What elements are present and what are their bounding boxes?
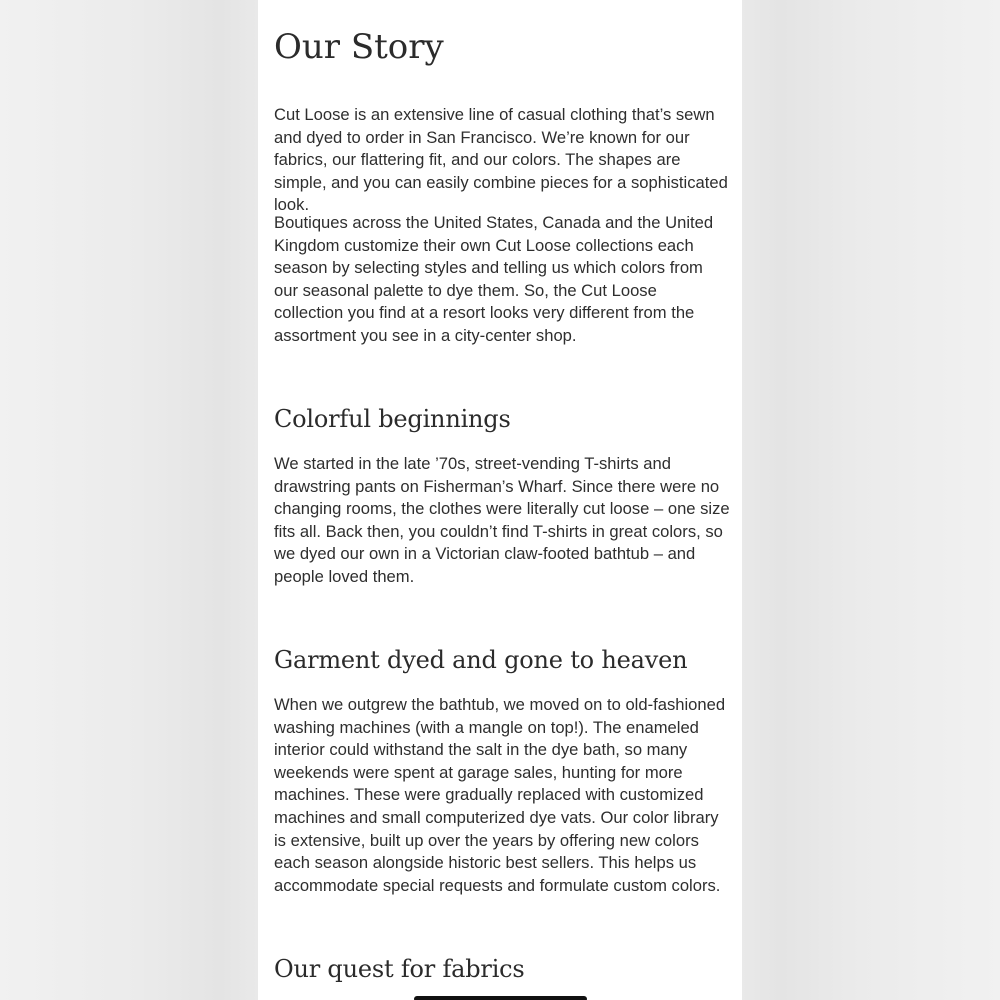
section-heading-garment-dyed: Garment dyed and gone to heaven	[274, 646, 688, 674]
intro-paragraph-1: Cut Loose is an extensive line of casual clothing that’s sewn and dyed to order in San Francisco. We’re known for our fabrics, our flattering fit, and our colors. The shapes are simple, and you can easily combine pieces for a sophisticated look.	[274, 105, 728, 215]
section-heading-colorful-beginnings: Colorful beginnings	[274, 405, 511, 433]
section-heading-quest-for-fabrics: Our quest for fabrics	[274, 955, 525, 983]
article-page	[258, 0, 742, 1000]
home-indicator-bar[interactable]	[414, 996, 587, 1000]
section-paragraph-colorful-beginnings: We started in the late ’70s, street-vending T-shirts and drawstring pants on Fisherman’s Wharf. Since there were no changing rooms, the clothes were literally cut loose – one size fits all. Back then, you couldn’t find T-shirts in great colors, so we dyed our own in a Victorian claw-footed bathtub – and people loved them.	[274, 454, 730, 586]
section-paragraph-garment-dyed: When we outgrew the bathtub, we moved on to old-fashioned washing machines (with a mangle on top!). The enameled interior could withstand the salt in the dye bath, so many weekends were spent at garage sales, hunting for more machines. These were gradually replaced with customized machines and small computerized dye vats. Our color library is extensive, built up over the years by offering new colors each season alongside historic best sellers. This helps us accommodate special requests and formulate custom colors.	[274, 695, 726, 895]
page-title: Our Story	[274, 27, 444, 67]
intro-paragraph-2: Boutiques across the United States, Canada and the United Kingdom customize their own Cut Loose collections each season by selecting styles and telling us which colors from our seasonal palette to dye them. So, the Cut Loose collection you find at a resort looks very different from the assortment you see in a city-center shop.	[274, 213, 714, 345]
